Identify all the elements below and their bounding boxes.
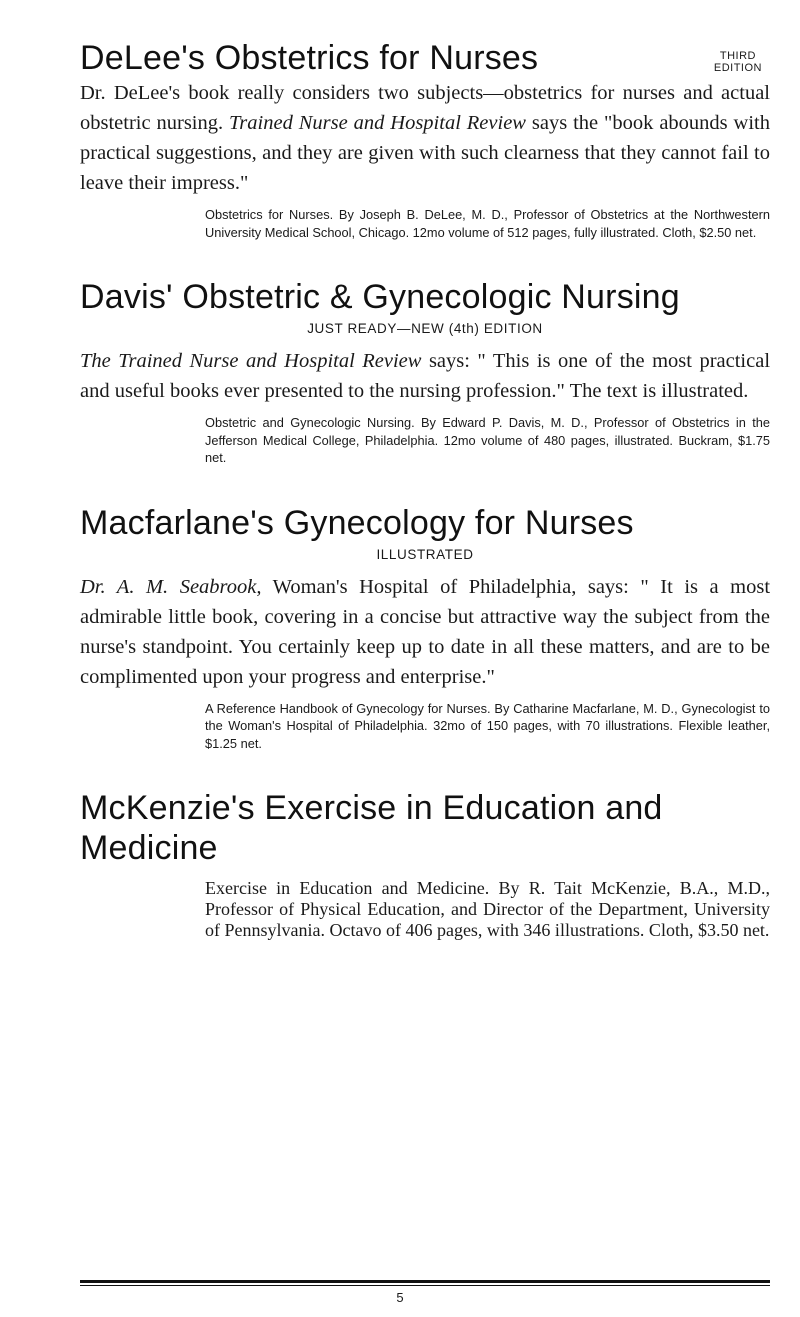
review-text: says: " This is one of the most practical and useful books ever presented to the nursing profession." The text is illustrated. — [80, 350, 771, 402]
review-text: says the "book abounds with practical suggestions, and they are given with such clearness that they cannot fail to leave their impress." — [80, 112, 770, 194]
edition-line-2: EDITION — [713, 62, 762, 74]
section-title: Davis' Obstetric & Gynecologic Nursing — [80, 278, 680, 316]
section-davis — [80, 277, 770, 467]
review-source: The Trained Nurse and Hospital Review — [80, 350, 422, 372]
edition-line-1: THIRD — [719, 50, 756, 62]
heading-row — [80, 38, 770, 78]
section-macfarlane — [80, 503, 770, 753]
section-title: Macfarlane's Gynecology for Nurses — [80, 503, 634, 542]
review-source: Dr. A. M. Seabrook, — [80, 575, 262, 598]
review-source: Trained Nurse and Hospital Review — [229, 112, 526, 134]
review-quote — [80, 346, 770, 406]
review-text: Woman's Hospital of Philadelphia, says: " It is a most admirable little book, covering in a concise but attractive way the subject from the nurse's standpoint. You certainly keep up to date in all these matters, and are to be complimented upon your progress and enterprise." — [80, 575, 771, 688]
bottom-rule — [80, 1280, 770, 1286]
book-details: A Reference Handbook of Gynecology for Nurses. By Catharine Macfarlane, M. D., Gynecologist to the Woman's Hospital of Philadelphia. 32mo of 150 pages, with 70 illustrations. Flexible leather, $1.25 net. — [205, 700, 770, 751]
page — [80, 38, 770, 977]
section-subtitle: ILLUSTRATED — [376, 546, 474, 562]
section-delee — [80, 38, 770, 241]
page-number: 5 — [396, 1290, 404, 1305]
review-quote — [80, 572, 770, 692]
book-details: Obstetric and Gynecologic Nursing. By Edward P. Davis, M. D., Professor of Obstetrics in the Jefferson Medical College, Philadelphia. 12mo volume of 480 pages, illustrated. Buckram, $1.75 net. — [205, 415, 770, 465]
review-prefix: Dr. DeLee's book really considers two subjects—obstetrics for nurses and actual obstetric nursing. — [80, 82, 770, 134]
review-quote — [80, 78, 770, 198]
section-title: McKenzie's Exercise in Education and Medicine — [80, 789, 663, 867]
book-details: Obstetrics for Nurses. By Joseph B. DeLee, M. D., Professor of Obstetrics at the Northwestern University Medical School, Chicago. 12mo volume of 512 pages, fully illustrated. Cloth, $2.50 net. — [205, 207, 770, 240]
edition-mark — [714, 50, 762, 74]
section-title: DeLee's Obstetrics for Nurses — [80, 39, 539, 77]
section-subtitle: JUST READY—NEW (4th) EDITION — [307, 321, 543, 336]
book-details: Exercise in Education and Medicine. By R. Tait McKenzie, B.A., M.D., Professor of Physical Education, and Director of the Department, University of Pennsylvania. Octavo of 406 pages, with 346 illustrations. Cloth, $3.50 net. — [205, 878, 770, 940]
section-mckenzie — [80, 788, 770, 941]
